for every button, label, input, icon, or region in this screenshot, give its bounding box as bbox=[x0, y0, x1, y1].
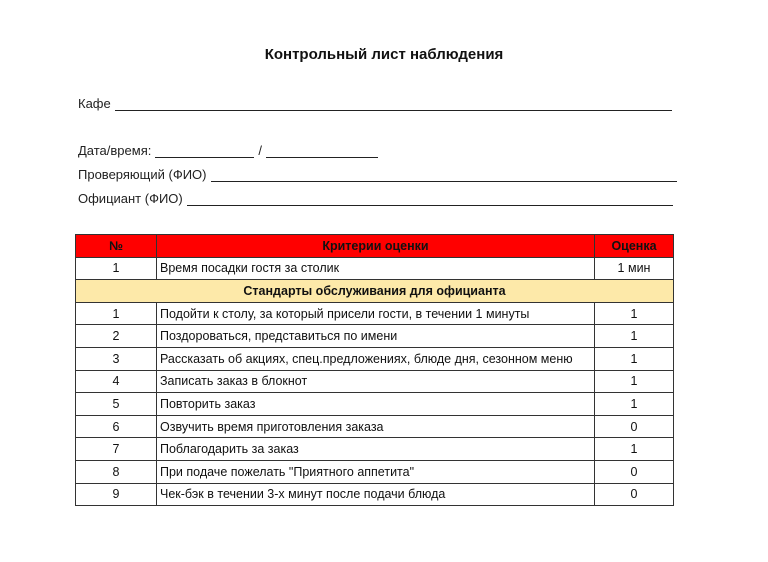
row-score: 1 bbox=[595, 347, 674, 370]
row-score: 1 мин bbox=[595, 257, 674, 280]
table-row bbox=[76, 302, 674, 325]
header-score: Оценка bbox=[595, 235, 674, 258]
cafe-label: Кафе bbox=[78, 96, 111, 111]
table-row bbox=[76, 438, 674, 461]
datetime-label: Дата/время: bbox=[78, 143, 152, 158]
row-score: 1 bbox=[595, 302, 674, 325]
row-number: 7 bbox=[76, 438, 157, 461]
row-criterion: Повторить заказ bbox=[157, 393, 595, 416]
table-row bbox=[76, 483, 674, 506]
row-number: 6 bbox=[76, 415, 157, 438]
row-number: 1 bbox=[76, 302, 157, 325]
inspector-label: Проверяющий (ФИО) bbox=[78, 167, 207, 182]
row-criterion: Поздороваться, представиться по имени bbox=[157, 325, 595, 348]
cafe-field bbox=[78, 96, 672, 111]
row-score: 1 bbox=[595, 393, 674, 416]
row-criterion: Чек-бэк в течении 3-х минут после подачи блюда bbox=[157, 483, 595, 506]
header-criteria: Критерии оценки bbox=[157, 235, 595, 258]
row-number: 8 bbox=[76, 460, 157, 483]
waiter-field bbox=[78, 191, 673, 206]
section-row bbox=[76, 280, 674, 303]
waiter-label: Официант (ФИО) bbox=[78, 191, 183, 206]
row-score: 1 bbox=[595, 438, 674, 461]
page-title: Контрольный лист наблюдения bbox=[264, 46, 504, 63]
row-number: 2 bbox=[76, 325, 157, 348]
date-input-line[interactable] bbox=[155, 145, 254, 158]
waiter-input-line[interactable] bbox=[187, 193, 673, 206]
row-number: 9 bbox=[76, 483, 157, 506]
row-score: 1 bbox=[595, 370, 674, 393]
row-score: 0 bbox=[595, 415, 674, 438]
inspector-field bbox=[78, 167, 677, 182]
table-row bbox=[76, 415, 674, 438]
observation-table bbox=[75, 234, 674, 506]
table-row bbox=[76, 325, 674, 348]
time-input-line[interactable] bbox=[266, 145, 378, 158]
row-criterion: При подаче пожелать "Приятного аппетита" bbox=[157, 460, 595, 483]
table-row bbox=[76, 460, 674, 483]
table-header-row bbox=[76, 235, 674, 258]
row-number: 4 bbox=[76, 370, 157, 393]
row-criterion: Подойти к столу, за который присели гости, в течении 1 минуты bbox=[157, 302, 595, 325]
row-number: 5 bbox=[76, 393, 157, 416]
row-score: 0 bbox=[595, 483, 674, 506]
row-number: 3 bbox=[76, 347, 157, 370]
row-number: 1 bbox=[76, 257, 157, 280]
section-title: Стандарты обслуживания для официанта bbox=[76, 280, 674, 303]
cafe-input-line[interactable] bbox=[115, 98, 672, 111]
header-number: № bbox=[76, 235, 157, 258]
table-row bbox=[76, 347, 674, 370]
datetime-field bbox=[78, 143, 378, 158]
table-row bbox=[76, 370, 674, 393]
row-criterion: Рассказать об акциях, спец.предложениях, блюде дня, сезонном меню bbox=[157, 347, 595, 370]
row-criterion: Поблагодарить за заказ bbox=[157, 438, 595, 461]
row-score: 0 bbox=[595, 460, 674, 483]
row-criterion: Записать заказ в блокнот bbox=[157, 370, 595, 393]
table-row bbox=[76, 257, 674, 280]
table-row bbox=[76, 393, 674, 416]
inspector-input-line[interactable] bbox=[211, 169, 677, 182]
datetime-separator: / bbox=[258, 143, 262, 158]
row-criterion: Озвучить время приготовления заказа bbox=[157, 415, 595, 438]
row-criterion: Время посадки гостя за столик bbox=[157, 257, 595, 280]
row-score: 1 bbox=[595, 325, 674, 348]
